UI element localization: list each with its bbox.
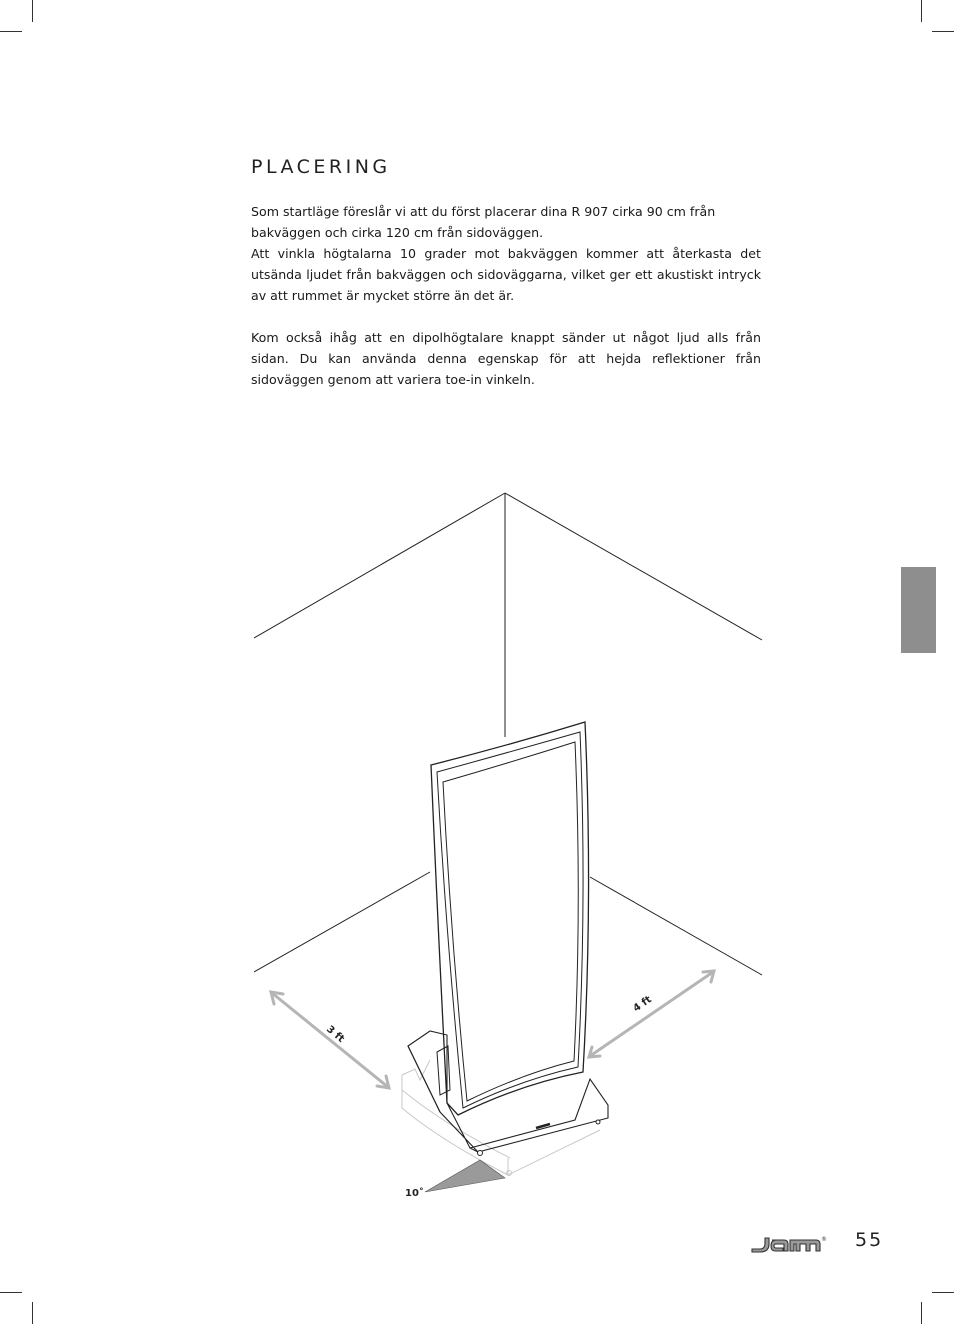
speaker bbox=[408, 722, 608, 1156]
distance-label-right: 4 ft bbox=[631, 994, 654, 1015]
angle-wedge bbox=[425, 1160, 505, 1192]
paragraph: Att vinkla högtalarna 10 grader mot bakväggen kommer att återkasta det utsända ljudet från bakväggen och sidoväggarna, vilket ger ett akustiskt intryck av att rummet är mycket större än det är. bbox=[251, 246, 761, 303]
paragraph: Som startläge föreslår vi att du först placerar dina R 907 cirka 90 cm från bakväggen och cirka 120 cm från sidoväggen. bbox=[251, 204, 716, 240]
logo-text: jamo bbox=[650, 1132, 653, 1133]
registered-mark: ® bbox=[821, 1236, 827, 1243]
distance-label-left: 3 ft bbox=[324, 1023, 347, 1045]
paragraph: Kom också ihåg att en dipolhögtalare knappt sänder ut något ljud alls från sidan. Du kan använda denna egenskap för att hejda reflektioner från sidoväggen genom att variera toe-in vinkeln. bbox=[251, 330, 761, 387]
distance-arrow-right bbox=[589, 971, 714, 1057]
page-number: 55 bbox=[855, 1229, 884, 1251]
jamo-logo bbox=[650, 1132, 830, 1254]
ghost-speaker bbox=[402, 1060, 600, 1176]
angle-label: 10˚ bbox=[405, 1188, 424, 1199]
distance-arrow-left bbox=[271, 992, 389, 1088]
page-title: PLACERING bbox=[251, 156, 391, 178]
room-walls bbox=[254, 493, 762, 975]
